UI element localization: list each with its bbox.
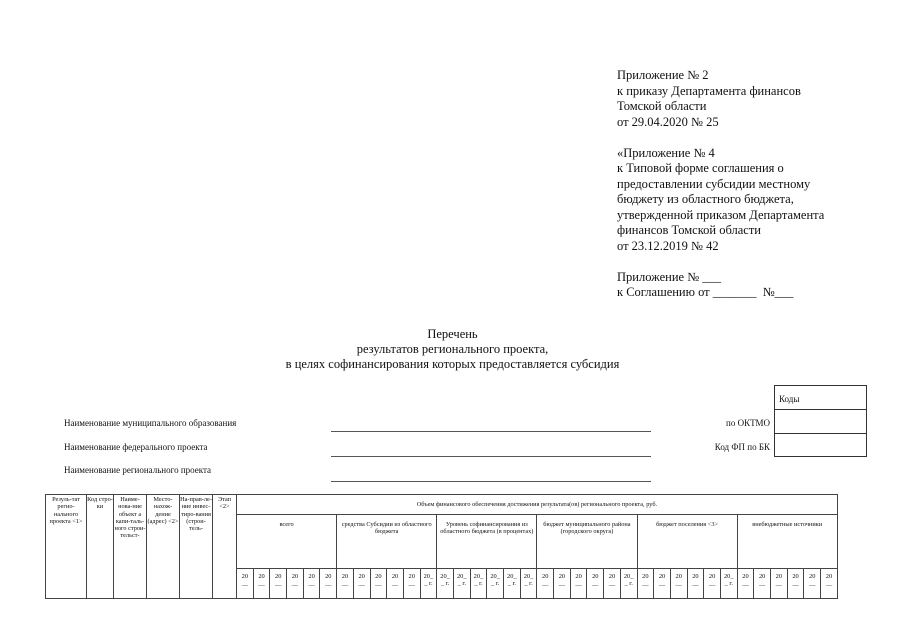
year-cell: 20 __ <box>370 569 387 599</box>
year-cell: 20 __ <box>787 569 804 599</box>
column-header: Место-нахож-дение (адрес) <2> <box>147 495 180 599</box>
group-header: Уровень софинансирования из областного бюджета (в процентах) <box>437 515 537 569</box>
year-cell: 20 __ <box>771 569 788 599</box>
municipal-field-line[interactable] <box>331 431 651 432</box>
year-cell: 20 __ <box>821 569 838 599</box>
column-header: Код стро-ки <box>87 495 114 599</box>
header-line: финансов Томской области <box>617 223 761 237</box>
regional-label: Наименование регионального проекта <box>64 465 212 475</box>
federal-label: Наименование федерального проекта <box>64 442 208 452</box>
group-header: внебюджетные источники <box>737 515 837 569</box>
year-cell: 20 __ <box>570 569 587 599</box>
year-cell: 20 __ <box>353 569 370 599</box>
year-cell: 20 __ <box>670 569 687 599</box>
federal-field-line[interactable] <box>331 456 651 457</box>
year-cell: 20 __ <box>403 569 420 599</box>
year-cell: 20 __ <box>637 569 654 599</box>
codes-header: Коды <box>775 386 866 410</box>
year-cell: 20_ _ г. <box>470 569 487 599</box>
oktmo-code-cell[interactable] <box>775 410 866 434</box>
header-line: к Типовой форме соглашения о <box>617 161 784 175</box>
header-spacer <box>617 130 824 146</box>
year-cell: 20 __ <box>303 569 320 599</box>
year-cell: 20 __ <box>687 569 704 599</box>
year-cell: 20 __ <box>604 569 621 599</box>
funding-header: Объем финансового обеспечения достижения результата(ов) регионального проекта, руб. <box>237 495 838 515</box>
year-cell: 20 __ <box>237 569 254 599</box>
year-cell: 20 __ <box>387 569 404 599</box>
municipal-label: Наименование муниципального образования <box>64 418 237 428</box>
year-cell: 20_ _ г. <box>420 569 437 599</box>
year-cell: 20 __ <box>287 569 304 599</box>
header-line: от 29.04.2020 № 25 <box>617 114 719 129</box>
header-line: утвержденной приказом Департамента <box>617 207 825 222</box>
year-cell: 20_ _ г. <box>620 569 637 599</box>
oktmo-label: по ОКТМО <box>726 418 770 428</box>
title-line: результатов регионального проекта, <box>356 342 549 356</box>
year-cell: 20_ _ г. <box>487 569 504 599</box>
year-cell: 20 __ <box>704 569 721 599</box>
header-line: от 23.12.2019 № 42 <box>617 238 719 253</box>
year-cell: 20 __ <box>270 569 287 599</box>
header-line: Томской области <box>617 99 707 113</box>
column-header: Этап <2> <box>213 495 237 599</box>
header-line: Приложение № 2 <box>617 68 709 82</box>
year-cell: 20 __ <box>253 569 270 599</box>
year-cell: 20 __ <box>654 569 671 599</box>
header-line: к приказу Департамента финансов <box>617 83 801 98</box>
year-cell: 20 __ <box>737 569 754 599</box>
group-header: бюджет поселения <3> <box>637 515 737 569</box>
year-cell: 20 __ <box>754 569 771 599</box>
column-header: На-прав-ле-ние инвес-тиро-вания (строи-тель- <box>180 495 213 599</box>
header-line: Приложение № ___ <box>617 269 722 284</box>
header-spacer <box>617 254 824 270</box>
header-line: «Приложение № 4 <box>617 145 715 160</box>
results-table <box>45 494 838 599</box>
year-cell: 20_ _ г. <box>453 569 470 599</box>
approval-header <box>617 68 824 301</box>
year-cell: 20 __ <box>804 569 821 599</box>
year-cell: 20_ _ г. <box>520 569 537 599</box>
group-header: всего <box>237 515 337 569</box>
group-header: средства Субсидии из областного бюджета <box>337 515 437 569</box>
fp-bk-label: Код ФП по БК <box>714 442 770 452</box>
year-cell: 20_ _ г. <box>504 569 521 599</box>
document-title <box>0 327 905 372</box>
year-cell: 20 __ <box>320 569 337 599</box>
column-header: Резуль-тат регио-нального проекта <1> <box>46 495 87 599</box>
header-line: к Соглашению от _______ №___ <box>617 285 794 299</box>
title-line: в целях софинансирования которых предоставляется субсидия <box>285 357 620 371</box>
year-cell: 20 __ <box>337 569 354 599</box>
year-cell: 20 __ <box>554 569 571 599</box>
header-line: предоставлении субсидии местному <box>617 176 811 191</box>
year-cell: 20 __ <box>537 569 554 599</box>
group-header: бюджет муниципального района (городского округа) <box>537 515 637 569</box>
year-cell: 20_ _ г. <box>720 569 737 599</box>
column-header: Наиме-нова-ние объект а капи-таль-ного строи-тельст- <box>114 495 147 599</box>
year-cell: 20_ _ г. <box>437 569 454 599</box>
regional-field-line[interactable] <box>331 481 651 482</box>
header-line: бюджету из областного бюджета, <box>617 192 794 206</box>
year-cell: 20 __ <box>587 569 604 599</box>
codes-box <box>774 385 867 457</box>
title-line: Перечень <box>427 327 478 341</box>
